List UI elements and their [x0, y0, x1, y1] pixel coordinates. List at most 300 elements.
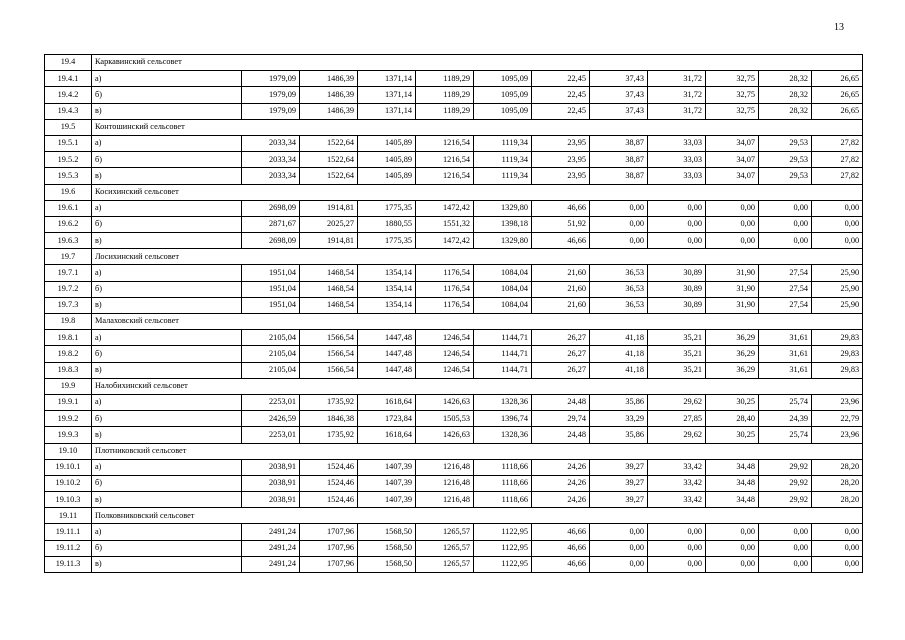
- value-cell: 1707,96: [300, 524, 358, 540]
- value-cell: 27,82: [812, 135, 863, 151]
- value-cell: 35,86: [590, 394, 648, 410]
- value-cell: 2038,91: [242, 475, 300, 491]
- value-cell: 27,54: [759, 265, 812, 281]
- value-cell: 37,43: [590, 71, 648, 87]
- value-cell: 0,00: [590, 216, 648, 232]
- value-cell: 1707,96: [300, 556, 358, 572]
- value-cell: 1119,34: [474, 135, 532, 151]
- value-cell: 1566,54: [300, 330, 358, 346]
- value-cell: 1486,39: [300, 87, 358, 103]
- value-cell: 0,00: [812, 216, 863, 232]
- value-cell: 1265,57: [416, 556, 474, 572]
- value-cell: 0,00: [648, 540, 706, 556]
- value-cell: 38,87: [590, 168, 648, 184]
- value-cell: 0,00: [648, 200, 706, 216]
- value-cell: 1522,64: [300, 168, 358, 184]
- section-code: 19.4: [45, 55, 92, 71]
- value-cell: 1329,80: [474, 200, 532, 216]
- row-variant: в): [92, 168, 242, 184]
- value-cell: 34,07: [706, 168, 759, 184]
- value-cell: 30,89: [648, 265, 706, 281]
- value-cell: 23,95: [532, 135, 590, 151]
- value-cell: 29,83: [812, 330, 863, 346]
- value-cell: 34,07: [706, 135, 759, 151]
- value-cell: 0,00: [706, 556, 759, 572]
- value-cell: 22,45: [532, 103, 590, 119]
- row-variant: в): [92, 556, 242, 572]
- value-cell: 1176,54: [416, 297, 474, 313]
- value-cell: 29,92: [759, 492, 812, 508]
- value-cell: 28,32: [759, 103, 812, 119]
- value-cell: 0,00: [706, 524, 759, 540]
- value-cell: 41,18: [590, 346, 648, 362]
- value-cell: 1189,29: [416, 71, 474, 87]
- value-cell: 2033,34: [242, 135, 300, 151]
- value-cell: 1505,53: [416, 411, 474, 427]
- value-cell: 1522,64: [300, 152, 358, 168]
- value-cell: 1118,66: [474, 459, 532, 475]
- value-cell: 29,74: [532, 411, 590, 427]
- value-cell: 1735,92: [300, 427, 358, 443]
- value-cell: 0,00: [812, 556, 863, 572]
- value-cell: 33,29: [590, 411, 648, 427]
- value-cell: 23,95: [532, 168, 590, 184]
- value-cell: 1118,66: [474, 475, 532, 491]
- row-variant: в): [92, 362, 242, 378]
- value-cell: 2698,09: [242, 233, 300, 249]
- section-header-row: [45, 119, 863, 135]
- value-cell: 1447,48: [358, 330, 416, 346]
- value-cell: 0,00: [590, 556, 648, 572]
- value-cell: 39,27: [590, 475, 648, 491]
- table-row: [45, 492, 863, 508]
- value-cell: 1426,63: [416, 427, 474, 443]
- table-row: [45, 394, 863, 410]
- value-cell: 0,00: [648, 556, 706, 572]
- section-code: 19.10: [45, 443, 92, 459]
- value-cell: 31,61: [759, 362, 812, 378]
- value-cell: 1426,63: [416, 394, 474, 410]
- value-cell: 1084,04: [474, 265, 532, 281]
- value-cell: 0,00: [812, 540, 863, 556]
- value-cell: 2038,91: [242, 492, 300, 508]
- value-cell: 2491,24: [242, 524, 300, 540]
- value-cell: 0,00: [590, 233, 648, 249]
- value-cell: 1568,50: [358, 540, 416, 556]
- value-cell: 33,42: [648, 459, 706, 475]
- value-cell: 1951,04: [242, 281, 300, 297]
- value-cell: 1084,04: [474, 281, 532, 297]
- value-cell: 1354,14: [358, 265, 416, 281]
- value-cell: 1407,39: [358, 492, 416, 508]
- table-row: [45, 135, 863, 151]
- value-cell: 2105,04: [242, 362, 300, 378]
- value-cell: 1618,64: [358, 427, 416, 443]
- value-cell: 1144,71: [474, 362, 532, 378]
- value-cell: 1524,46: [300, 492, 358, 508]
- value-cell: 0,00: [812, 524, 863, 540]
- value-cell: 33,03: [648, 135, 706, 151]
- value-cell: 1265,57: [416, 540, 474, 556]
- table-row: [45, 216, 863, 232]
- value-cell: 30,25: [706, 427, 759, 443]
- row-code: 19.4.1: [45, 71, 92, 87]
- value-cell: 1144,71: [474, 330, 532, 346]
- value-cell: 1328,36: [474, 427, 532, 443]
- section-name: Каркавинский сельсовет: [92, 55, 863, 71]
- value-cell: 0,00: [648, 216, 706, 232]
- value-cell: 24,26: [532, 492, 590, 508]
- section-code: 19.6: [45, 184, 92, 200]
- value-cell: 24,26: [532, 459, 590, 475]
- value-cell: 1447,48: [358, 362, 416, 378]
- value-cell: 1551,32: [416, 216, 474, 232]
- table-row: [45, 346, 863, 362]
- row-code: 19.6.3: [45, 233, 92, 249]
- row-variant: б): [92, 152, 242, 168]
- value-cell: 26,65: [812, 71, 863, 87]
- section-code: 19.11: [45, 508, 92, 524]
- value-cell: 1371,14: [358, 87, 416, 103]
- table-row: [45, 87, 863, 103]
- value-cell: 0,00: [759, 556, 812, 572]
- value-cell: 28,40: [706, 411, 759, 427]
- value-cell: 29,92: [759, 475, 812, 491]
- value-cell: 46,66: [532, 540, 590, 556]
- value-cell: 29,92: [759, 459, 812, 475]
- value-cell: 26,27: [532, 330, 590, 346]
- value-cell: 2253,01: [242, 427, 300, 443]
- value-cell: 1468,54: [300, 281, 358, 297]
- row-variant: б): [92, 346, 242, 362]
- value-cell: 1176,54: [416, 265, 474, 281]
- value-cell: 1568,50: [358, 556, 416, 572]
- value-cell: 1118,66: [474, 492, 532, 508]
- value-cell: 27,54: [759, 297, 812, 313]
- value-cell: 36,29: [706, 346, 759, 362]
- section-code: 19.8: [45, 314, 92, 330]
- value-cell: 23,96: [812, 427, 863, 443]
- value-cell: 32,75: [706, 71, 759, 87]
- value-cell: 36,29: [706, 362, 759, 378]
- value-cell: 31,72: [648, 87, 706, 103]
- value-cell: 0,00: [590, 540, 648, 556]
- row-variant: а): [92, 265, 242, 281]
- value-cell: 1246,54: [416, 362, 474, 378]
- section-name: Малаховский сельсовет: [92, 314, 863, 330]
- value-cell: 31,61: [759, 330, 812, 346]
- value-cell: 35,86: [590, 427, 648, 443]
- value-cell: 24,48: [532, 394, 590, 410]
- row-variant: а): [92, 200, 242, 216]
- value-cell: 2033,34: [242, 168, 300, 184]
- value-cell: 39,27: [590, 459, 648, 475]
- value-cell: 24,39: [759, 411, 812, 427]
- row-code: 19.6.2: [45, 216, 92, 232]
- value-cell: 1119,34: [474, 152, 532, 168]
- row-variant: б): [92, 475, 242, 491]
- value-cell: 2105,04: [242, 330, 300, 346]
- value-cell: 0,00: [706, 216, 759, 232]
- value-cell: 1122,95: [474, 556, 532, 572]
- value-cell: 31,72: [648, 71, 706, 87]
- value-cell: 0,00: [759, 233, 812, 249]
- value-cell: 1486,39: [300, 103, 358, 119]
- value-cell: 25,90: [812, 281, 863, 297]
- value-cell: 23,96: [812, 394, 863, 410]
- row-variant: б): [92, 281, 242, 297]
- value-cell: 1095,09: [474, 87, 532, 103]
- row-variant: а): [92, 330, 242, 346]
- section-code: 19.7: [45, 249, 92, 265]
- row-code: 19.9.3: [45, 427, 92, 443]
- table-row: [45, 71, 863, 87]
- value-cell: 1246,54: [416, 346, 474, 362]
- value-cell: 36,53: [590, 281, 648, 297]
- value-cell: 22,79: [812, 411, 863, 427]
- value-cell: 1979,09: [242, 87, 300, 103]
- table-row: [45, 265, 863, 281]
- row-variant: в): [92, 427, 242, 443]
- value-cell: 0,00: [706, 540, 759, 556]
- value-cell: 1405,89: [358, 135, 416, 151]
- value-cell: 46,66: [532, 200, 590, 216]
- value-cell: 1095,09: [474, 71, 532, 87]
- value-cell: 28,20: [812, 492, 863, 508]
- table-row: [45, 427, 863, 443]
- value-cell: 21,60: [532, 265, 590, 281]
- row-code: 19.5.2: [45, 152, 92, 168]
- row-code: 19.10.1: [45, 459, 92, 475]
- value-cell: 29,62: [648, 394, 706, 410]
- value-cell: 1979,09: [242, 103, 300, 119]
- value-cell: 28,20: [812, 475, 863, 491]
- value-cell: 41,18: [590, 362, 648, 378]
- section-header-row: [45, 55, 863, 71]
- value-cell: 0,00: [590, 524, 648, 540]
- value-cell: 1846,38: [300, 411, 358, 427]
- value-cell: 37,43: [590, 103, 648, 119]
- row-variant: а): [92, 71, 242, 87]
- value-cell: 1189,29: [416, 87, 474, 103]
- row-code: 19.10.3: [45, 492, 92, 508]
- value-cell: 29,53: [759, 168, 812, 184]
- row-variant: а): [92, 524, 242, 540]
- value-cell: 2038,91: [242, 459, 300, 475]
- value-cell: 1951,04: [242, 265, 300, 281]
- section-name: Лосихинский сельсовет: [92, 249, 863, 265]
- page-number: 13: [834, 22, 844, 33]
- value-cell: 24,48: [532, 427, 590, 443]
- row-variant: б): [92, 540, 242, 556]
- row-variant: б): [92, 216, 242, 232]
- value-cell: 0,00: [759, 540, 812, 556]
- value-cell: 1216,54: [416, 168, 474, 184]
- table-row: [45, 297, 863, 313]
- value-cell: 1775,35: [358, 200, 416, 216]
- value-cell: 26,27: [532, 362, 590, 378]
- value-cell: 27,82: [812, 152, 863, 168]
- value-cell: 1176,54: [416, 281, 474, 297]
- value-cell: 29,62: [648, 427, 706, 443]
- value-cell: 35,21: [648, 346, 706, 362]
- section-header-row: [45, 184, 863, 200]
- row-code: 19.7.1: [45, 265, 92, 281]
- table-row: [45, 200, 863, 216]
- value-cell: 1486,39: [300, 71, 358, 87]
- section-header-row: [45, 378, 863, 394]
- value-cell: 22,45: [532, 71, 590, 87]
- section-name: Налобихинский сельсовет: [92, 378, 863, 394]
- value-cell: 1398,18: [474, 216, 532, 232]
- value-cell: 1951,04: [242, 297, 300, 313]
- value-cell: 1119,34: [474, 168, 532, 184]
- value-cell: 25,90: [812, 297, 863, 313]
- value-cell: 25,74: [759, 394, 812, 410]
- table-row: [45, 152, 863, 168]
- value-cell: 1265,57: [416, 524, 474, 540]
- table-row: [45, 556, 863, 572]
- value-cell: 0,00: [812, 200, 863, 216]
- value-cell: 0,00: [706, 233, 759, 249]
- value-cell: 1914,81: [300, 200, 358, 216]
- value-cell: 36,53: [590, 265, 648, 281]
- row-code: 19.4.2: [45, 87, 92, 103]
- table-body: [45, 55, 863, 573]
- section-header-row: [45, 314, 863, 330]
- value-cell: 1407,39: [358, 459, 416, 475]
- value-cell: 37,43: [590, 87, 648, 103]
- table-row: [45, 168, 863, 184]
- value-cell: 1735,92: [300, 394, 358, 410]
- table-row: [45, 362, 863, 378]
- value-cell: 1122,95: [474, 540, 532, 556]
- value-cell: 1405,89: [358, 168, 416, 184]
- row-variant: в): [92, 492, 242, 508]
- row-code: 19.9.1: [45, 394, 92, 410]
- row-code: 19.4.3: [45, 103, 92, 119]
- value-cell: 38,87: [590, 152, 648, 168]
- row-code: 19.5.3: [45, 168, 92, 184]
- value-cell: 0,00: [759, 216, 812, 232]
- value-cell: 2698,09: [242, 200, 300, 216]
- value-cell: 1880,55: [358, 216, 416, 232]
- row-code: 19.6.1: [45, 200, 92, 216]
- value-cell: 46,66: [532, 524, 590, 540]
- row-code: 19.8.2: [45, 346, 92, 362]
- value-cell: 1775,35: [358, 233, 416, 249]
- value-cell: 1189,29: [416, 103, 474, 119]
- value-cell: 1405,89: [358, 152, 416, 168]
- value-cell: 27,54: [759, 281, 812, 297]
- value-cell: 33,03: [648, 152, 706, 168]
- value-cell: 36,29: [706, 330, 759, 346]
- value-cell: 1468,54: [300, 297, 358, 313]
- value-cell: 29,53: [759, 135, 812, 151]
- table-row: [45, 459, 863, 475]
- value-cell: 2426,59: [242, 411, 300, 427]
- value-cell: 1707,96: [300, 540, 358, 556]
- value-cell: 33,42: [648, 475, 706, 491]
- value-cell: 32,75: [706, 87, 759, 103]
- section-name: Косихинский сельсовет: [92, 184, 863, 200]
- value-cell: 0,00: [648, 524, 706, 540]
- value-cell: 1979,09: [242, 71, 300, 87]
- value-cell: 1566,54: [300, 362, 358, 378]
- table-row: [45, 524, 863, 540]
- row-variant: в): [92, 297, 242, 313]
- value-cell: 0,00: [759, 200, 812, 216]
- value-cell: 1084,04: [474, 297, 532, 313]
- value-cell: 1144,71: [474, 346, 532, 362]
- value-cell: 36,53: [590, 297, 648, 313]
- value-cell: 35,21: [648, 362, 706, 378]
- value-cell: 34,48: [706, 459, 759, 475]
- value-cell: 30,89: [648, 297, 706, 313]
- value-cell: 1524,46: [300, 459, 358, 475]
- value-cell: 38,87: [590, 135, 648, 151]
- row-code: 19.7.3: [45, 297, 92, 313]
- value-cell: 1354,14: [358, 297, 416, 313]
- value-cell: 21,60: [532, 281, 590, 297]
- value-cell: 2253,01: [242, 394, 300, 410]
- value-cell: 41,18: [590, 330, 648, 346]
- row-code: 19.11.2: [45, 540, 92, 556]
- value-cell: 29,83: [812, 362, 863, 378]
- value-cell: 31,72: [648, 103, 706, 119]
- value-cell: 46,66: [532, 556, 590, 572]
- row-variant: в): [92, 103, 242, 119]
- value-cell: 1472,42: [416, 233, 474, 249]
- value-cell: 2033,34: [242, 152, 300, 168]
- row-code: 19.10.2: [45, 475, 92, 491]
- value-cell: 27,85: [648, 411, 706, 427]
- value-cell: 31,61: [759, 346, 812, 362]
- value-cell: 35,21: [648, 330, 706, 346]
- value-cell: 28,32: [759, 71, 812, 87]
- value-cell: 34,48: [706, 475, 759, 491]
- value-cell: 34,48: [706, 492, 759, 508]
- section-name: Плотниковский сельсовет: [92, 443, 863, 459]
- value-cell: 1723,84: [358, 411, 416, 427]
- section-code: 19.9: [45, 378, 92, 394]
- table-row: [45, 475, 863, 491]
- value-cell: 23,95: [532, 152, 590, 168]
- table-row: [45, 281, 863, 297]
- section-header-row: [45, 443, 863, 459]
- table-row: [45, 330, 863, 346]
- value-cell: 2491,24: [242, 556, 300, 572]
- row-code: 19.8.3: [45, 362, 92, 378]
- value-cell: 1095,09: [474, 103, 532, 119]
- row-code: 19.11.3: [45, 556, 92, 572]
- value-cell: 26,65: [812, 87, 863, 103]
- value-cell: 34,07: [706, 152, 759, 168]
- value-cell: 24,26: [532, 475, 590, 491]
- value-cell: 1246,54: [416, 330, 474, 346]
- value-cell: 1618,64: [358, 394, 416, 410]
- value-cell: 1914,81: [300, 233, 358, 249]
- section-code: 19.5: [45, 119, 92, 135]
- value-cell: 31,90: [706, 265, 759, 281]
- value-cell: 1371,14: [358, 103, 416, 119]
- value-cell: 31,90: [706, 297, 759, 313]
- row-code: 19.11.1: [45, 524, 92, 540]
- value-cell: 1468,54: [300, 265, 358, 281]
- value-cell: 28,32: [759, 87, 812, 103]
- row-variant: а): [92, 135, 242, 151]
- value-cell: 2871,67: [242, 216, 300, 232]
